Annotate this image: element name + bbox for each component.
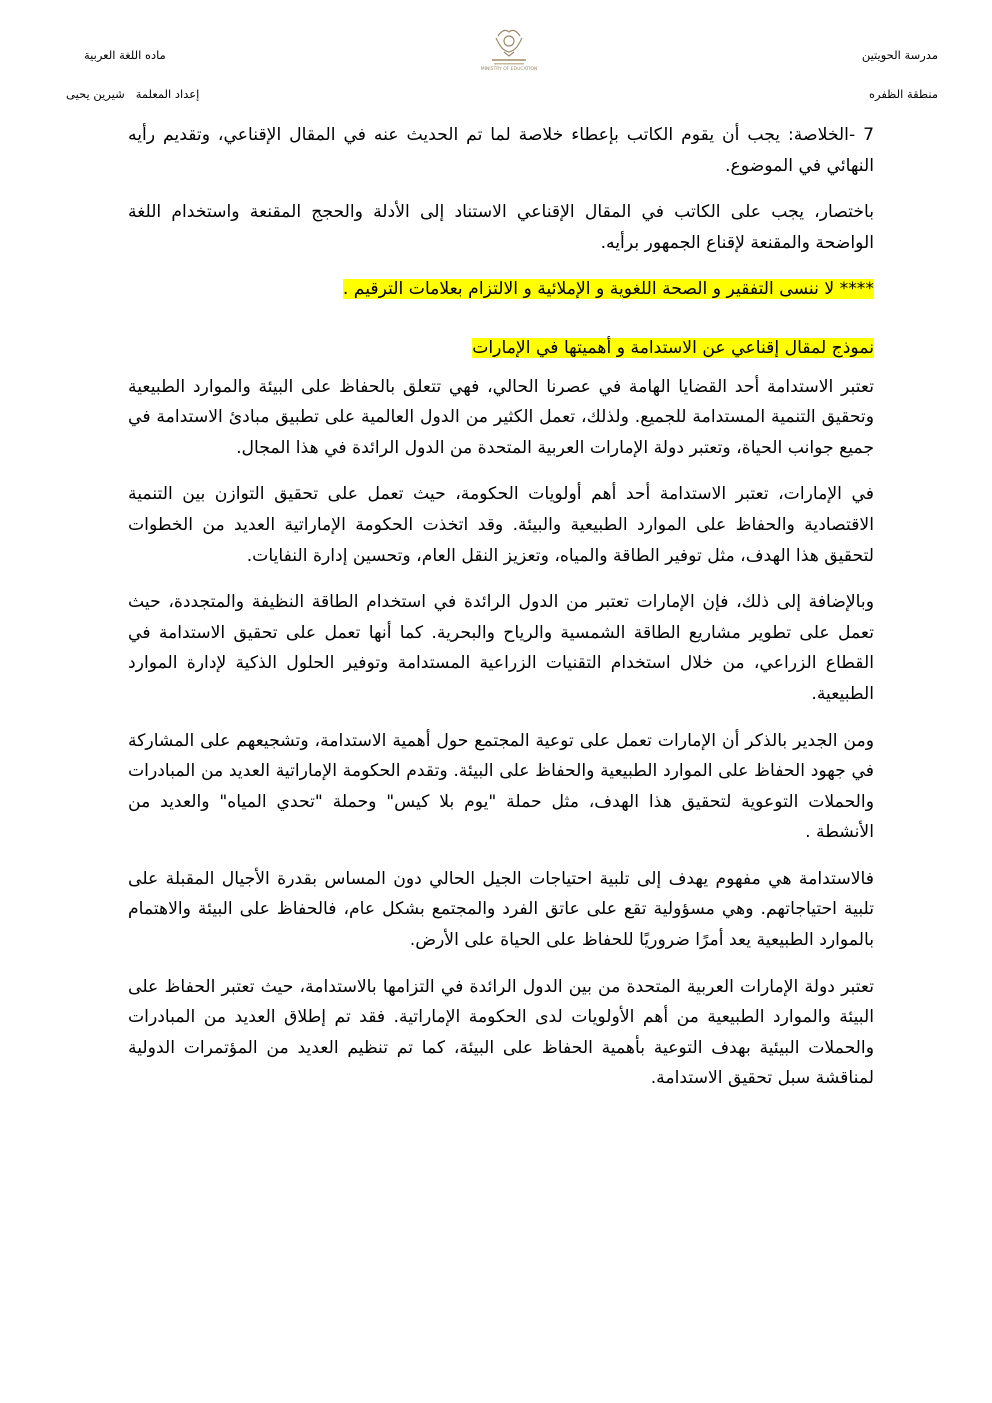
sample-title-highlight: نموذج لمقال إقناعي عن الاستدامة و أهميتها في الإمارات [472, 337, 874, 358]
essay-paragraph-1: تعتبر الاستدامة أحد القضايا الهامة في عصرنا الحالي، فهي تتعلق بالحفاظ على البيئة والموارد الطبيعية وتحقيق التنمية المستدامة للجميع. ولذلك، تعمل الكثير من الدول العالمية على تطبيق مبادئ الاستدامة في جميع جوانب الحياة، وتعتبر دولة الإمارات العربية المتحدة من الدول الرائدة في هذا المجال. [128, 376, 874, 458]
essay-paragraph-5: فالاستدامة هي مفهوم يهدف إلى تلبية احتياجات الجيل الحالي دون المساس بقدرة الأجيال المقبلة على تلبية احتياجاتهم. وهي مسؤولية تقع على عاتق الفرد والمجتمع بشكل عام، فالحفاظ على البيئة والاهتمام بالموارد الطبيعية يعد أمرًا ضروريًا للحفاظ على الحياة على الأرض. [128, 868, 874, 951]
teacher-label: إعداد المعلمة [135, 87, 200, 101]
sample-title [128, 333, 874, 364]
conclusion-paragraph: 7 -الخلاصة: يجب أن يقوم الكاتب بإعطاء خلاصة لما تم الحديث عنه في المقال الإقناعي، وتقديم رأيه النهائي في الموضوع. [128, 125, 874, 176]
subject-name: ماده اللغة العربية [84, 48, 166, 62]
essay-paragraph-4: ومن الجدير بالذكر أن الإمارات تعمل على توعية المجتمع حول أهمية الاستدامة، وتشجيعهم على المشاركة في جهود الحفاظ على الموارد الطبيعية والحفاظ على البيئة. وتقدم الحكومة الإماراتية العديد من المبادرات والحملات التوعوية لتحقيق هذا الهدف، مثل حملة "يوم بلا كيس" وحملة "تحدي المياه" والعديد من الأنشطة . [128, 730, 874, 843]
school-name: مدرسة الحويتين [861, 48, 938, 62]
essay-paragraph-2: في الإمارات، تعتبر الاستدامة أحد أهم أولويات الحكومة، حيث تعمل على تحقيق التوازن بين التنمية الاقتصادية والحفاظ على الموارد الطبيعية والبيئة. وقد اتخذت الحكومة الإماراتية العديد من الخطوات لتحقيق هذا الهدف، مثل توفير الطاقة والمياه، وتعزيز النقل العام، وتحسين إدارة النفايات. [128, 484, 874, 566]
essay-paragraph-6: تعتبر دولة الإمارات العربية المتحدة من بين الدول الرائدة في التزامها بالاستدامة، حيث تعتبر الحفاظ على البيئة والموارد الطبيعية من أهم الأولويات لدى الحكومة الإماراتية. فقد تم إطلاق العديد من المبادرات والحملات البيئية بهدف التوعية بأهمية الحفاظ على البيئة، كما تم تنظيم العديد من المؤتمرات الدولية لمناقشة سبل تحقيق الاستدامة. [128, 976, 874, 1089]
reminder-line [128, 274, 874, 305]
uae-emblem-logo [476, 26, 542, 72]
teacher-credit [66, 87, 199, 101]
essay-paragraph-3: وبالإضافة إلى ذلك، فإن الإمارات تعتبر من الدول الرائدة في استخدام الطاقة النظيفة والمتجددة، حيث تعمل على تطوير مشاريع الطاقة الشمسية والرياح والبحرية. كما أنها تعمل على تحقيق الاستدامة في القطاع الزراعي، من خلال استخدام التقنيات الزراعية المستدامة وتوفير الحلول الذكية لإدارة الموارد الطبيعية. [128, 592, 874, 704]
reminder-highlight: **** لا ننسى التفقير و الصحة اللغوية و الإملائية و الالتزام بعلامات الترقيم . [342, 279, 874, 300]
summary-paragraph: باختصار، يجب على الكاتب في المقال الإقناعي الاستناد إلى الأدلة والحجج المقنعة واستخدام اللغة الواضحة والمقنعة لإقناع الجمهور برأيه. [128, 202, 874, 253]
document-body [128, 120, 874, 1110]
teacher-name: شيرين يحيى [66, 87, 125, 101]
svg-text:MINISTRY OF EDUCATION: MINISTRY OF EDUCATION [480, 67, 538, 72]
region-name: منطقة الظفره [868, 87, 938, 101]
